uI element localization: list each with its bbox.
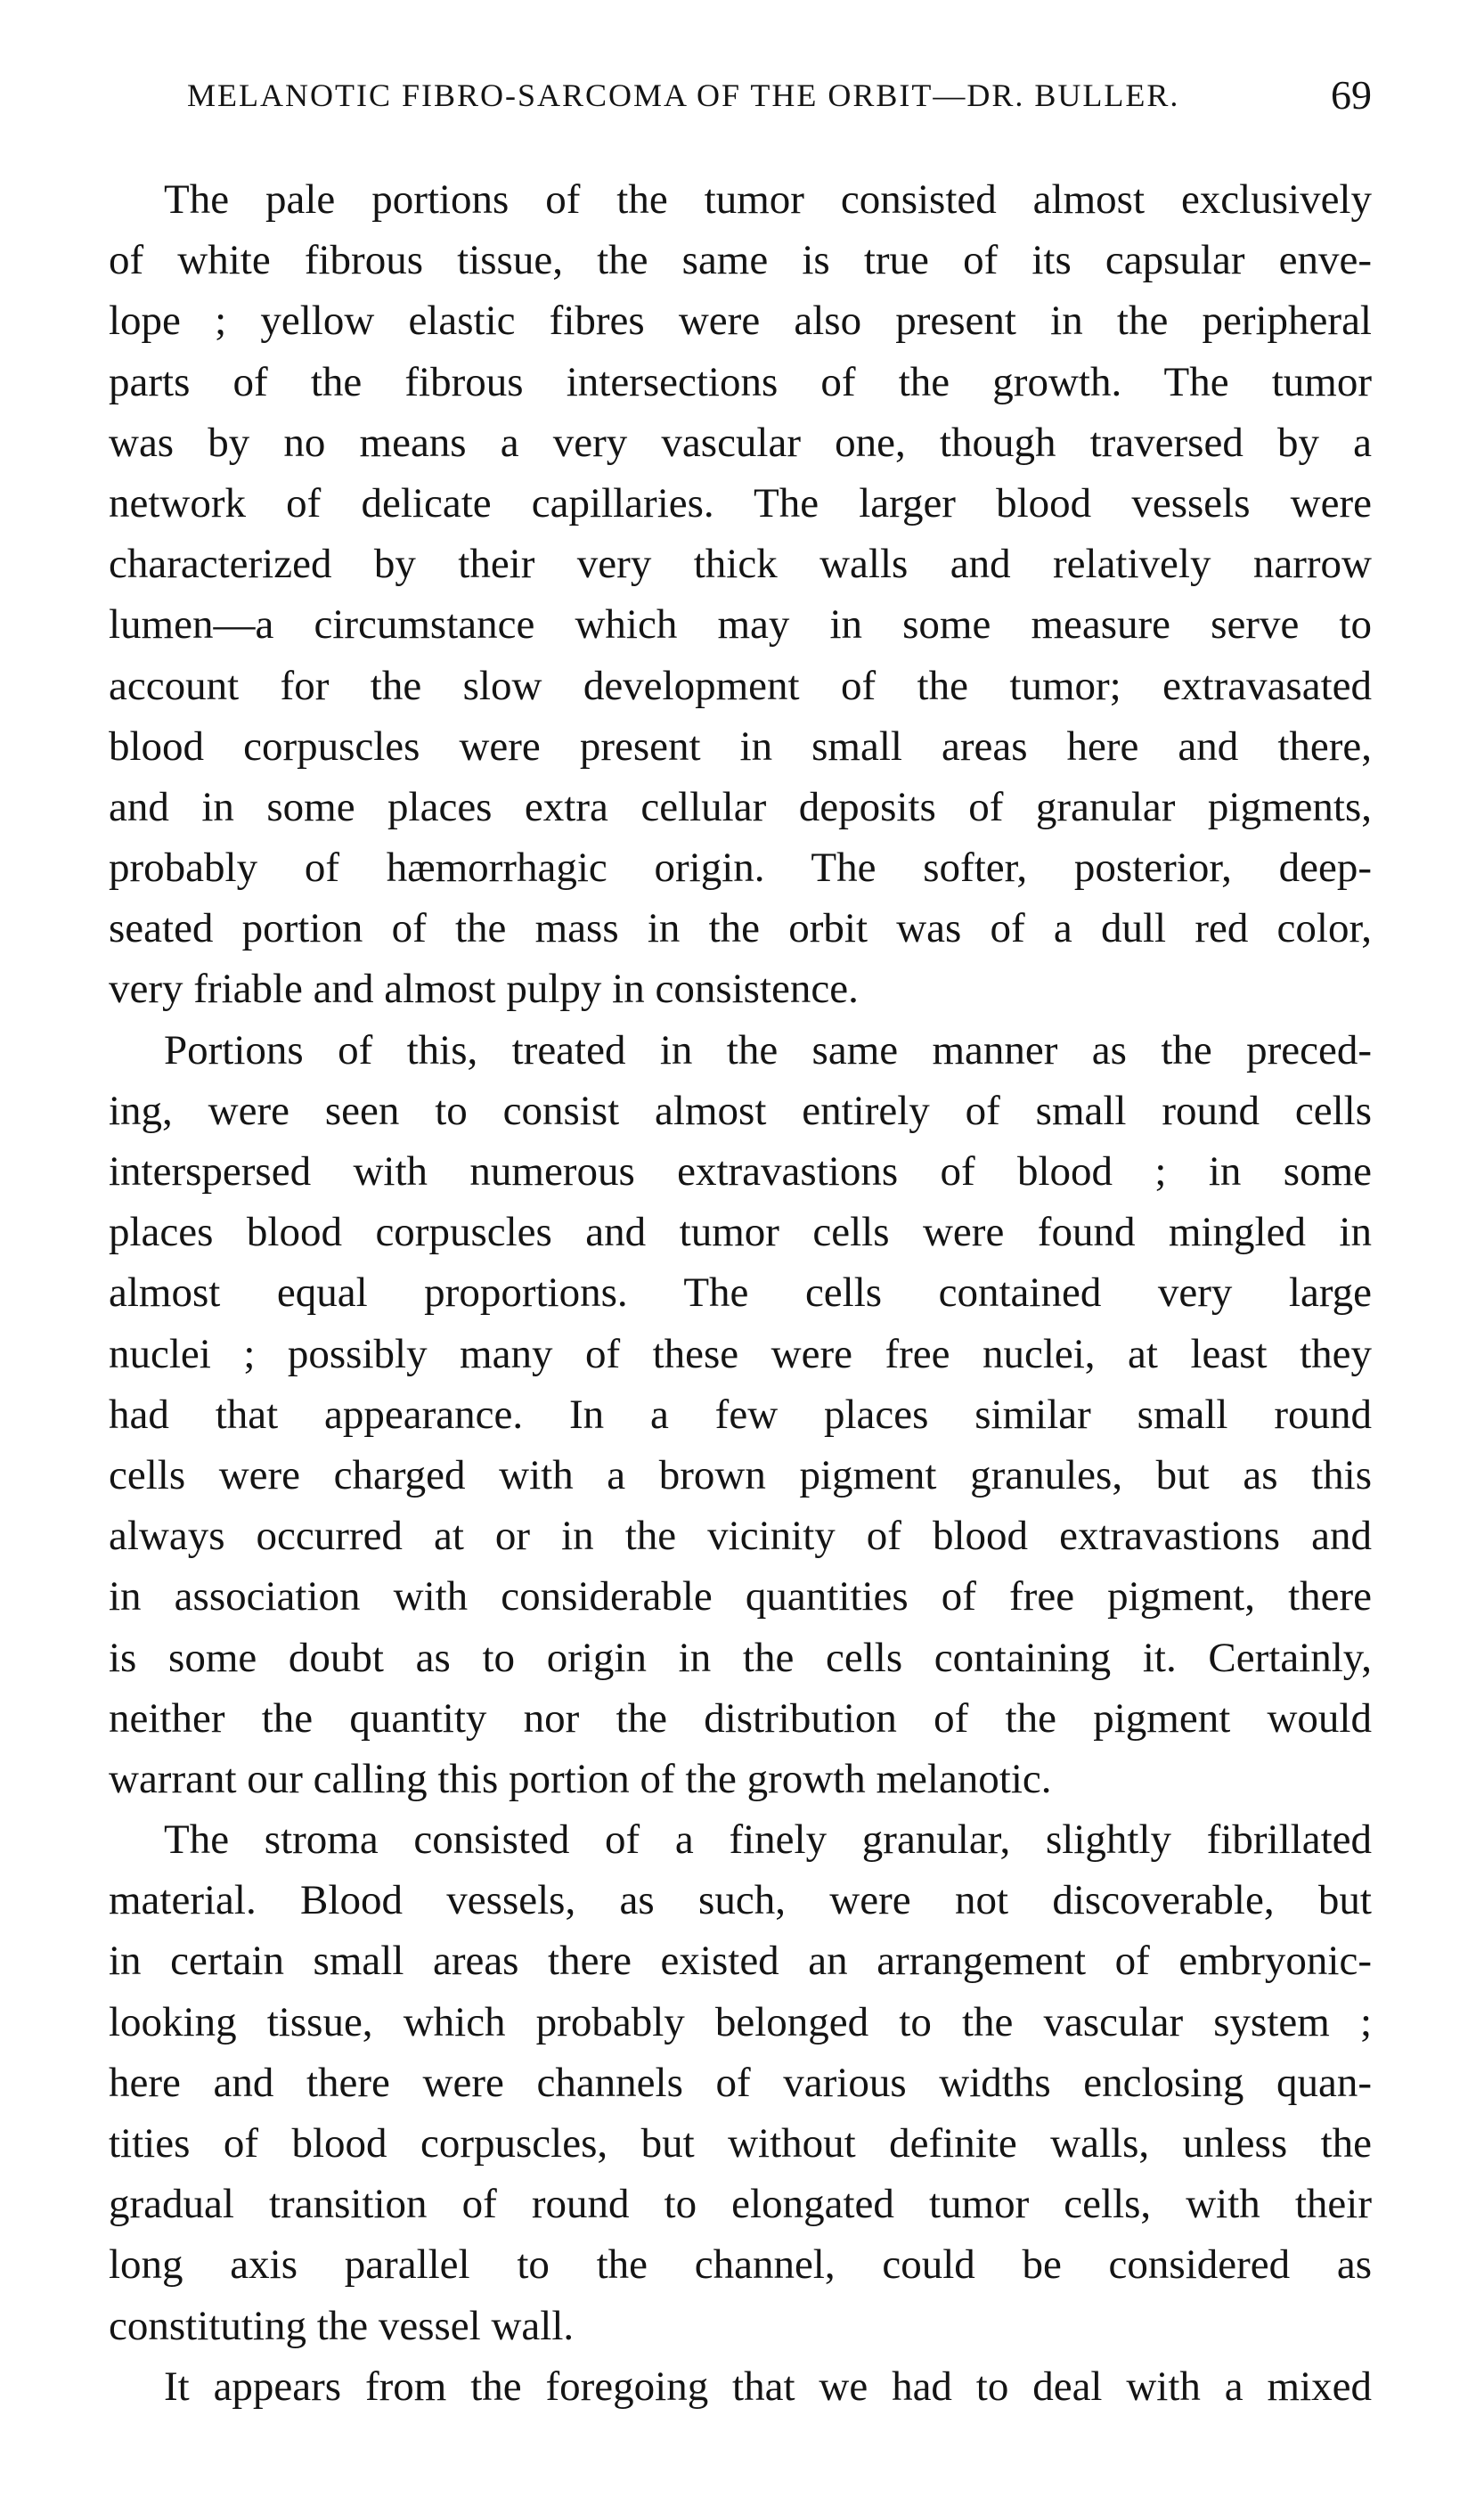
text-line: lope ; yellow elastic fibres were also present in the peripheral <box>109 298 1372 345</box>
text-line: constituting the vessel wall. <box>109 2302 575 2349</box>
text-line: seated portion of the mass in the orbit was of a dull red color, <box>109 905 1372 952</box>
text-line: interspersed with numerous extravastions of blood ; in some <box>109 1148 1372 1195</box>
text-line: characterized by their very thick walls and relatively narrow <box>109 541 1372 588</box>
text-line: of white fibrous tissue, the same is true of its capsular enve- <box>109 237 1372 284</box>
paragraph <box>109 1809 1372 2356</box>
text-line: in association with considerable quantities of free pigment, there <box>109 1573 1372 1620</box>
text-line: gradual transition of round to elongated tumor cells, with their <box>109 2181 1372 2228</box>
text-line: material. Blood vessels, as such, were not discoverable, but <box>109 1877 1372 1924</box>
text-line: The pale portions of the tumor consisted almost exclusively <box>164 176 1372 223</box>
text-line: tities of blood corpuscles, but without definite walls, unless the <box>109 2120 1372 2167</box>
text-line: lumen—a circumstance which may in some measure serve to <box>109 601 1372 649</box>
text-line: probably of hæmorrhagic origin. The softer, posterior, deep- <box>109 845 1372 892</box>
text-line: It appears from the foregoing that we had to deal with a mixed <box>164 2363 1372 2410</box>
text-line: had that appearance. In a few places similar small round <box>109 1391 1372 1438</box>
text-line: was by no means a very vascular one, though traversed by a <box>109 419 1372 466</box>
body-text <box>109 169 1372 2417</box>
text-line: and in some places extra cellular deposits of granular pigments, <box>109 783 1372 830</box>
text-line: The stroma consisted of a finely granular, slightly fibrillated <box>164 1816 1372 1864</box>
text-line: almost equal proportions. The cells contained very large <box>109 1269 1372 1317</box>
text-line: Portions of this, treated in the same manner as the preced- <box>164 1026 1372 1073</box>
text-line: places blood corpuscles and tumor cells were found mingled in <box>109 1209 1372 1256</box>
running-head <box>187 72 1372 130</box>
text-line: blood corpuscles were present in small areas here and there, <box>109 722 1372 770</box>
text-line: network of delicate capillaries. The larger blood vessels were <box>109 479 1372 526</box>
text-line: long axis parallel to the channel, could be considered as <box>109 2241 1372 2289</box>
text-line: looking tissue, which probably belonged to the vascular system ; <box>109 1998 1372 2045</box>
text-line: account for the slow development of the tumor; extravasated <box>109 662 1372 709</box>
paragraph <box>109 1020 1372 1809</box>
page-number: 69 <box>1331 72 1372 118</box>
text-line: neither the quantity nor the distribution of the pigment would <box>109 1694 1372 1742</box>
text-line: is some doubt as to origin in the cells containing it. Certainly, <box>109 1634 1372 1681</box>
text-line: here and there were channels of various widths enclosing quan- <box>109 2059 1372 2106</box>
text-line: very friable and almost pulpy in consistence. <box>109 966 859 1013</box>
paragraph <box>109 2356 1372 2417</box>
text-line: parts of the fibrous intersections of the growth. The tumor <box>109 358 1372 405</box>
text-line: always occurred at or in the vicinity of blood extravastions and <box>109 1513 1372 1560</box>
text-line: ing, were seen to consist almost entirely of small round cells <box>109 1087 1372 1134</box>
text-line: cells were charged with a brown pigment granules, but as this <box>109 1451 1372 1498</box>
paragraph <box>109 169 1372 1020</box>
text-line: in certain small areas there existed an arrangement of embryonic- <box>109 1938 1372 1985</box>
text-line: nuclei ; possibly many of these were free nuclei, at least they <box>109 1330 1372 1377</box>
running-title: MELANOTIC FIBRO-SARCOMA OF THE ORBIT—DR. BULLER. <box>187 78 1180 113</box>
text-line: warrant our calling this portion of the growth melanotic. <box>109 1755 1052 1802</box>
